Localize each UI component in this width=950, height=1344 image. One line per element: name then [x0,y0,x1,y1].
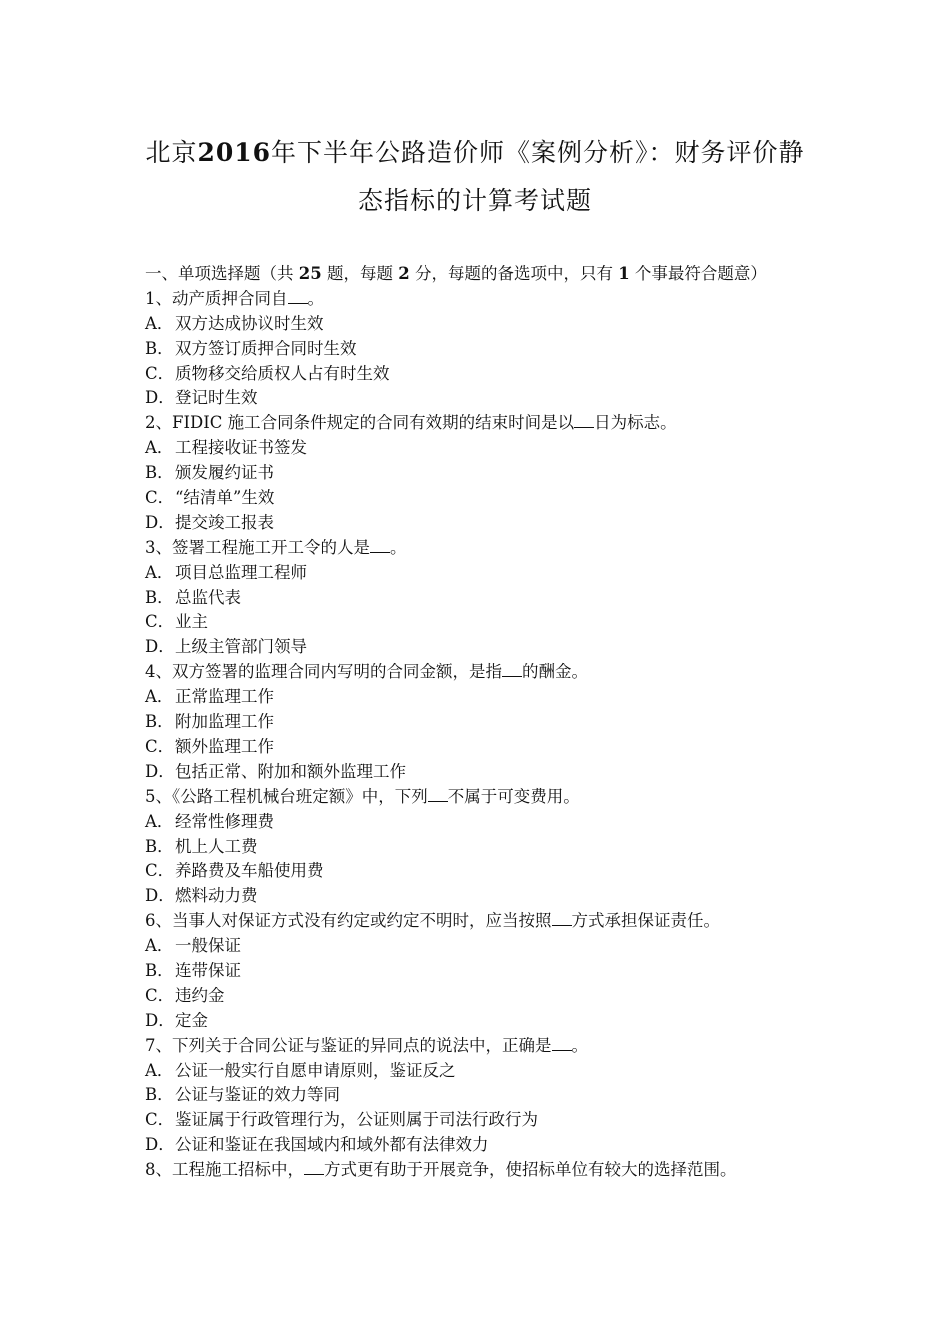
option-text: 登记时生效 [175,388,258,408]
question-stem-text: 不属于可变费用。 [447,786,580,806]
option-letter: C． [145,861,175,881]
question-stem [145,1158,815,1183]
option-letter: C． [145,736,175,756]
document-title-line-1 [130,138,820,168]
option-text: 项目总监理工程师 [175,562,307,582]
question-count: 25 [298,264,322,283]
question-stem [145,909,815,934]
answer-option [145,1059,815,1084]
title-year: 2016 [197,138,272,167]
option-letter: C． [145,488,175,508]
option-letter: A． [145,1060,174,1080]
option-text: 双方签订质押合同时生效 [175,338,357,358]
question-stem [145,1034,815,1059]
option-text: 鉴证属于行政管理行为，公证则属于司法行政行为 [175,1110,538,1130]
option-letter: D． [145,886,175,906]
section-heading: 一、单项选择题（共 25 题，每题 2 分，每题的备选项中，只有 1 个事最符合题意） [145,264,767,283]
answer-option [145,760,815,785]
document-body [145,262,815,1183]
option-text: 质物移交给质权人占有时生效 [175,363,390,383]
question-stem-text: 8、工程施工招标中， [145,1160,304,1180]
question-stem-text: 6、当事人对保证方式没有约定或约定不明时，应当按照 [145,911,552,931]
answer-option [145,561,815,586]
answer-option [145,884,815,909]
document-title-line-2: 态指标的计算考试题 [357,186,592,215]
option-letter: D． [145,388,175,408]
option-letter: A． [145,562,174,582]
answer-option [145,511,815,536]
option-letter: B． [145,1085,174,1105]
title-suffix: 年下半年公路造价师《案例分析》：财务评价静 [271,138,805,167]
question-stem-text: 5、《公路工程机械台班定额》中，下列 [145,786,428,806]
option-letter: B． [145,712,174,732]
answer-option [145,685,815,710]
title-prefix: 北京 [145,138,198,167]
option-letter: A． [145,313,174,333]
question-stem-text: 的酬金。 [522,662,588,682]
option-text: “结清单”生效 [175,488,275,508]
option-text: 工程接收证书签发 [175,438,307,458]
answer-blank [288,289,308,304]
option-text: 正常监理工作 [175,687,274,707]
answer-option [145,436,815,461]
question-stem-text: 7、下列关于合同公证与鉴证的异同点的说法中，正确是 [145,1035,552,1055]
answer-option [145,486,815,511]
answer-blank [428,787,448,802]
option-letter: D． [145,761,175,781]
option-text: 附加监理工作 [175,712,274,732]
option-letter: C． [145,612,175,632]
option-letter: A． [145,687,174,707]
answer-option [145,386,815,411]
answer-option [145,810,815,835]
question-stem [145,287,815,312]
option-letter: D． [145,1135,175,1155]
option-letter: C． [145,985,175,1005]
answer-blank [574,413,594,428]
question-stem-text: 日为标志。 [594,413,677,433]
answer-option [145,586,815,611]
question-stem-text: 方式承担保证责任。 [571,911,720,931]
answer-option [145,984,815,1009]
question-stem-text: 1、动产质押合同自 [145,288,288,308]
question-stem [145,785,815,810]
option-letter: A． [145,811,174,831]
points-per-question: 2 [398,264,410,283]
option-letter: B． [145,960,174,980]
answer-option [145,337,815,362]
question-stem-text: 2、FIDIC 施工合同条件规定的合同有效期的结束时间是以 [145,413,575,433]
question-stem-text: 4、双方签署的监理合同内写明的合同金额，是指 [145,662,502,682]
option-letter: D． [145,637,175,657]
answer-option [145,312,815,337]
answer-blank [370,538,390,553]
option-letter: B． [145,463,174,483]
option-text: 提交竣工报表 [175,512,274,532]
option-text: 颁发履约证书 [175,463,274,483]
question-stem-text: 3、签署工程施工开工令的人是 [145,537,370,557]
answer-option [145,859,815,884]
option-text: 机上人工费 [175,836,258,856]
option-text: 燃料动力费 [175,886,258,906]
option-text: 包括正常、附加和额外监理工作 [175,761,406,781]
answer-option [145,1108,815,1133]
answer-option [145,1133,815,1158]
answer-option [145,934,815,959]
answer-option [145,710,815,735]
answer-option [145,1083,815,1108]
option-text: 养路费及车船使用费 [175,861,324,881]
option-text: 上级主管部门领导 [175,637,307,657]
option-letter: C． [145,1110,175,1130]
option-letter: B． [145,338,174,358]
answer-option [145,362,815,387]
answer-option [145,735,815,760]
question-stem [145,536,815,561]
answer-option [145,610,815,635]
option-letter: B． [145,587,174,607]
answer-option [145,1009,815,1034]
answer-option [145,635,815,660]
answer-blank [304,1160,324,1175]
option-text: 连带保证 [175,960,241,980]
option-text: 定金 [175,1010,208,1030]
answer-blank [552,911,572,926]
option-text: 一般保证 [175,936,241,956]
answer-option [145,959,815,984]
option-letter: C． [145,363,175,383]
answer-blank [502,662,522,677]
question-stem [145,660,815,685]
option-text: 经常性修理费 [175,811,274,831]
question-list [145,287,815,1183]
option-text: 公证和鉴证在我国域内和域外都有法律效力 [175,1135,489,1155]
answer-blank [552,1036,572,1051]
option-text: 双方达成协议时生效 [175,313,324,333]
option-text: 公证一般实行自愿申请原则，鉴证反之 [175,1060,456,1080]
question-stem-text: 方式更有助于开展竞争，使招标单位有较大的选择范围。 [324,1160,737,1180]
option-text: 违约金 [175,985,225,1005]
option-text: 业主 [175,612,208,632]
option-text: 总监代表 [175,587,241,607]
option-letter: D． [145,1010,175,1030]
option-letter: D． [145,512,175,532]
option-text: 公证与鉴证的效力等同 [175,1085,340,1105]
option-letter: B． [145,836,174,856]
option-letter: A． [145,936,174,956]
correct-option-count: 1 [618,264,630,283]
answer-option [145,461,815,486]
question-stem-text: 。 [390,537,407,557]
question-stem [145,411,815,436]
option-text: 额外监理工作 [175,736,274,756]
option-letter: A． [145,438,174,458]
question-stem-text: 。 [571,1035,588,1055]
answer-option [145,835,815,860]
question-stem-text: 。 [307,288,324,308]
